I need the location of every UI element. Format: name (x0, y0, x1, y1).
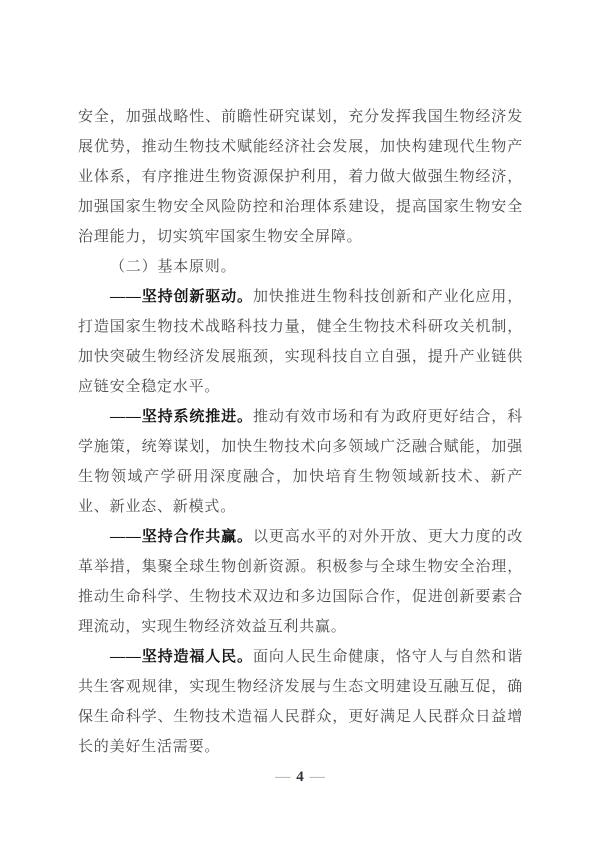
text-line: 共生客观规律，实现生物经济发展与生态文明建设互融互促，确 (78, 679, 523, 695)
text-line: 安全，加强战略性、前瞻性研究谋划，充分发挥我国生物经济发 (78, 109, 523, 125)
text-line: 学施策，统筹谋划，加快生物技术向多领域广泛融合赋能，加强 (78, 439, 523, 455)
text-line: 加快突破生物经济发展瓶颈，实现科技自立自强，提升产业链供 (78, 349, 523, 365)
text-line: 打造国家生物技术战略科技力量，健全生物技术科研攻关机制， (78, 319, 523, 335)
text-line: 保生命科学、生物技术造福人民群众，更好满足人民群众日益增 (78, 709, 523, 725)
bold-lead-phrase: ——坚持造福人民。 (110, 649, 253, 665)
text-line: （二）基本原则。 (110, 259, 237, 275)
bold-lead-phrase: ——坚持系统推进。 (110, 409, 253, 425)
text-line: ——坚持合作共赢。以更高水平的对外开放、更大力度的改 (110, 529, 523, 545)
footer-right-dash: — (309, 769, 325, 785)
text-line: 生物领域产学研用深度融合，加快培育生物领域新技术、新产 (78, 469, 523, 485)
bold-lead-phrase: ——坚持创新驱动。 (110, 289, 253, 305)
page-number: 4 (296, 769, 304, 785)
text-line: 加强国家生物安全风险防控和治理体系建设，提高国家生物安全 (78, 199, 523, 215)
text-line: 业、新业态、新模式。 (78, 499, 237, 515)
text-line: ——坚持系统推进。推动有效市场和有为政府更好结合，科 (110, 409, 523, 425)
document-body (78, 102, 523, 762)
text-line: 推动生命科学、生物技术双边和多边国际合作，促进创新要素合 (78, 589, 523, 605)
text-line: ——坚持创新驱动。加快推进生物科技创新和产业化应用， (110, 289, 523, 305)
text-line: 理流动，实现生物经济效益互利共赢。 (78, 619, 347, 635)
text-line: ——坚持造福人民。面向人民生命健康，恪守人与自然和谐 (110, 649, 523, 665)
bold-lead-phrase: ——坚持合作共赢。 (110, 529, 253, 545)
text-line: 展优势，推动生物技术赋能经济社会发展，加快构建现代生物产 (78, 139, 523, 155)
text-line: 治理能力，切实筑牢国家生物安全屏障。 (78, 229, 363, 245)
text-line: 业体系，有序推进生物资源保护利用，着力做大做强生物经济， (78, 169, 523, 185)
page-footer (0, 766, 600, 788)
text-line: 应链安全稳定水平。 (78, 379, 221, 395)
text-line: 革举措，集聚全球生物创新资源。积极参与全球生物安全治理， (78, 559, 523, 575)
footer-left-dash: — (275, 769, 291, 785)
text-line: 长的美好生活需要。 (78, 739, 221, 755)
